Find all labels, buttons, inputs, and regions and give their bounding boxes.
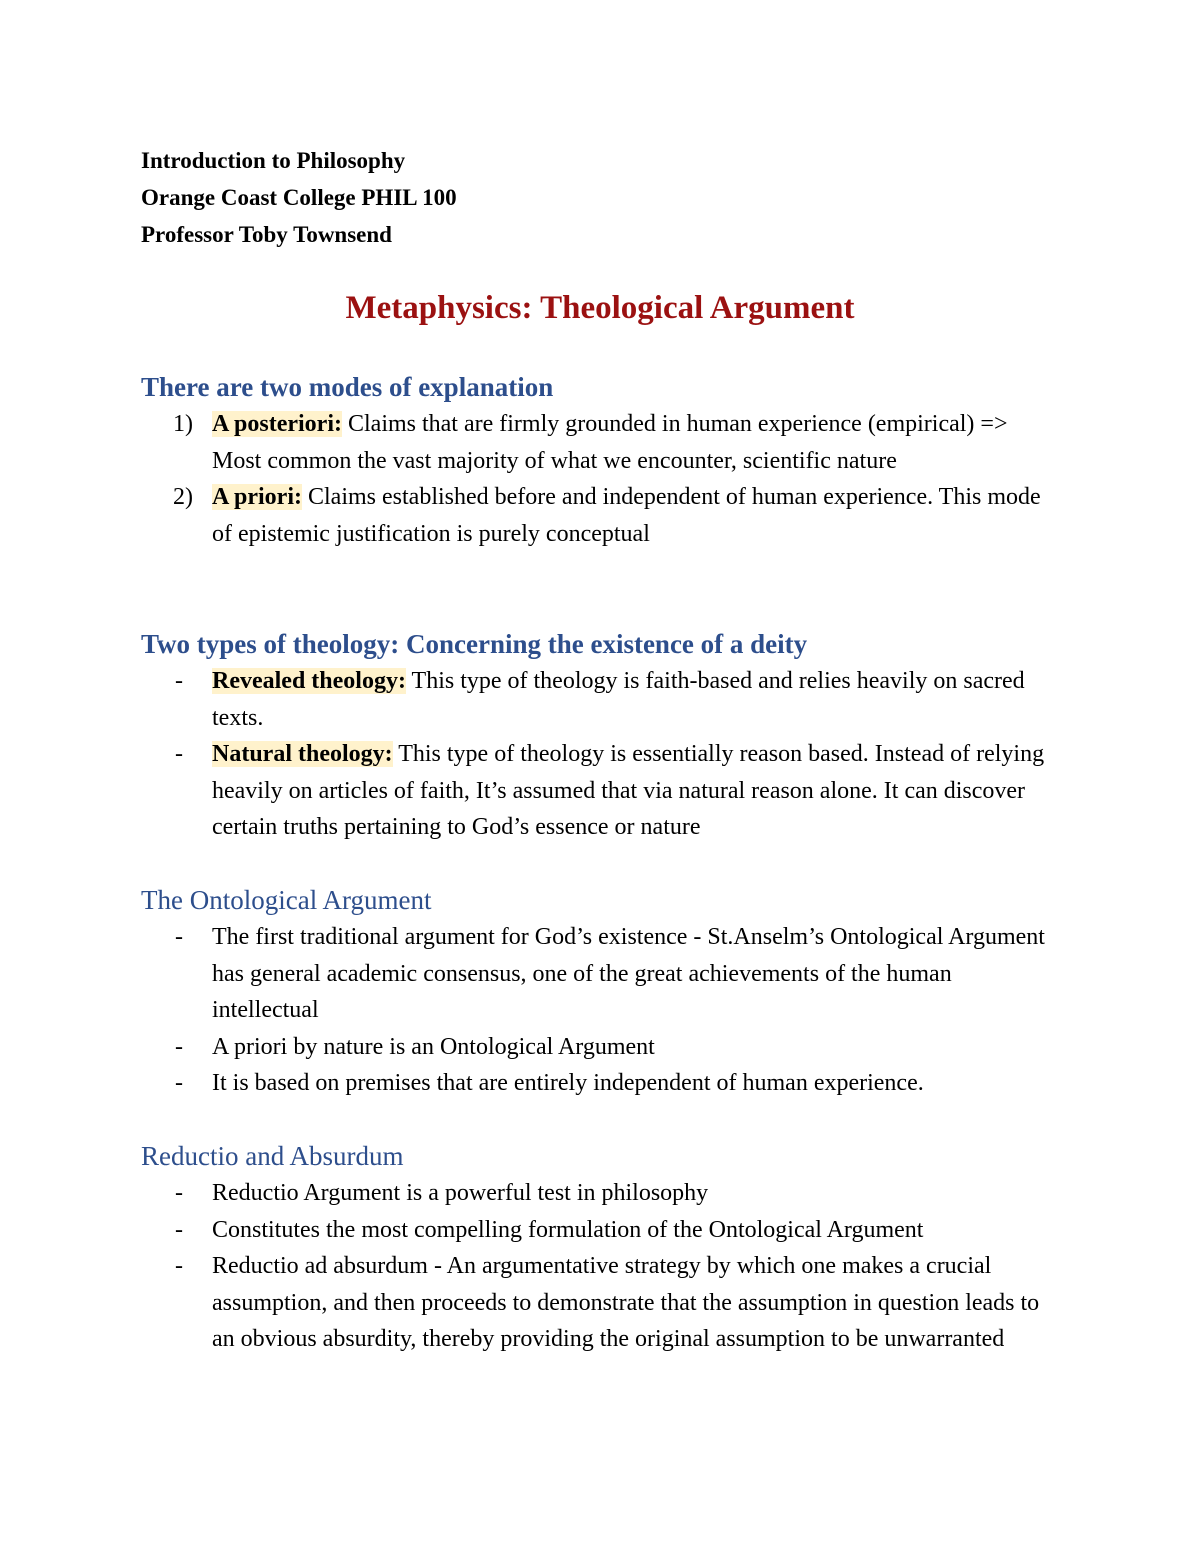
dash-bullet: -: [175, 1033, 183, 1060]
highlighted-term: A priori:: [212, 484, 302, 510]
bullet-list: [141, 919, 1101, 1102]
list-item: [141, 1248, 1062, 1358]
list-item: [141, 479, 1062, 552]
section-heading: Reductio and Absurdum: [141, 1141, 404, 1171]
section-heading: Two types of theology: Concerning the existence of a deity: [141, 629, 808, 659]
section-heading: The Ontological Argument: [141, 885, 432, 915]
item-text: Claims established before and independent of human experience. This mode of epistemic justification is purely conceptual: [212, 484, 1041, 547]
section-ontological-argument: [141, 881, 1101, 1102]
list-item: [141, 1065, 1062, 1102]
item-text: A priori by nature is an Ontological Argument: [212, 1033, 655, 1060]
numbered-list: [141, 406, 1101, 552]
item-text: Reductio Argument is a powerful test in philosophy: [212, 1180, 709, 1206]
section-heading: There are two modes of explanation: [141, 372, 554, 402]
section-types-of-theology: [141, 625, 1101, 846]
item-text: Reductio ad absurdum - An argumentative strategy by which one makes a crucial assumption, and then proceeds to demonstrate that the assumption in question leads to an obvious absurdity, thereby providing the original assumption to be unwarranted: [212, 1253, 1040, 1352]
list-item: [141, 1175, 1062, 1212]
list-number: 1): [173, 411, 193, 437]
list-item: [141, 919, 1062, 1029]
dash-bullet: -: [175, 741, 183, 767]
list-number: 2): [173, 484, 193, 510]
highlighted-term: A posteriori:: [212, 411, 342, 437]
list-item: [141, 736, 1062, 846]
list-item: [141, 1212, 1062, 1249]
item-text: Claims that are firmly grounded in human experience (empirical) => Most common the vast majority of what we encounter, scientific nature: [212, 411, 1008, 474]
course-header: [141, 142, 457, 253]
dash-bullet: -: [175, 1070, 183, 1096]
list-item: [141, 663, 1062, 736]
item-text: This type of theology is faith-based and relies heavily on sacred texts.: [212, 668, 1025, 731]
college-name: Orange Coast College PHIL 100: [141, 185, 457, 210]
professor-name: Professor Toby Townsend: [141, 222, 392, 247]
document-title: Metaphysics: Theological Argument: [345, 290, 855, 326]
dash-bullet: -: [175, 924, 183, 950]
bullet-list: [141, 663, 1101, 846]
list-item: [141, 406, 1062, 479]
dash-bullet: -: [175, 1253, 183, 1279]
item-text: This type of theology is essentially reason based. Instead of relying heavily on articles of faith, It’s assumed that via natural reason alone. It can discover certain truths pertaining to God’s essence or nature: [212, 741, 1045, 840]
dash-bullet: -: [175, 1180, 183, 1206]
section-modes-of-explanation: [141, 368, 1101, 552]
item-text: Constitutes the most compelling formulation of the Ontological Argument: [212, 1216, 924, 1243]
list-item: [141, 1029, 1062, 1066]
item-text: The first traditional argument for God’s existence - St.Anselm’s Ontological Argument has general academic consensus, one of the great achievements of the human intellectual: [212, 924, 1045, 1023]
item-text: It is based on premises that are entirely independent of human experience.: [212, 1070, 924, 1096]
highlighted-term: Natural theology:: [212, 741, 393, 767]
dash-bullet: -: [175, 1216, 183, 1243]
bullet-list: [141, 1175, 1101, 1358]
dash-bullet: -: [175, 668, 183, 694]
course-name: Introduction to Philosophy: [141, 148, 406, 173]
section-reductio-and-absurdum: [141, 1137, 1101, 1358]
highlighted-term: Revealed theology:: [212, 668, 406, 694]
